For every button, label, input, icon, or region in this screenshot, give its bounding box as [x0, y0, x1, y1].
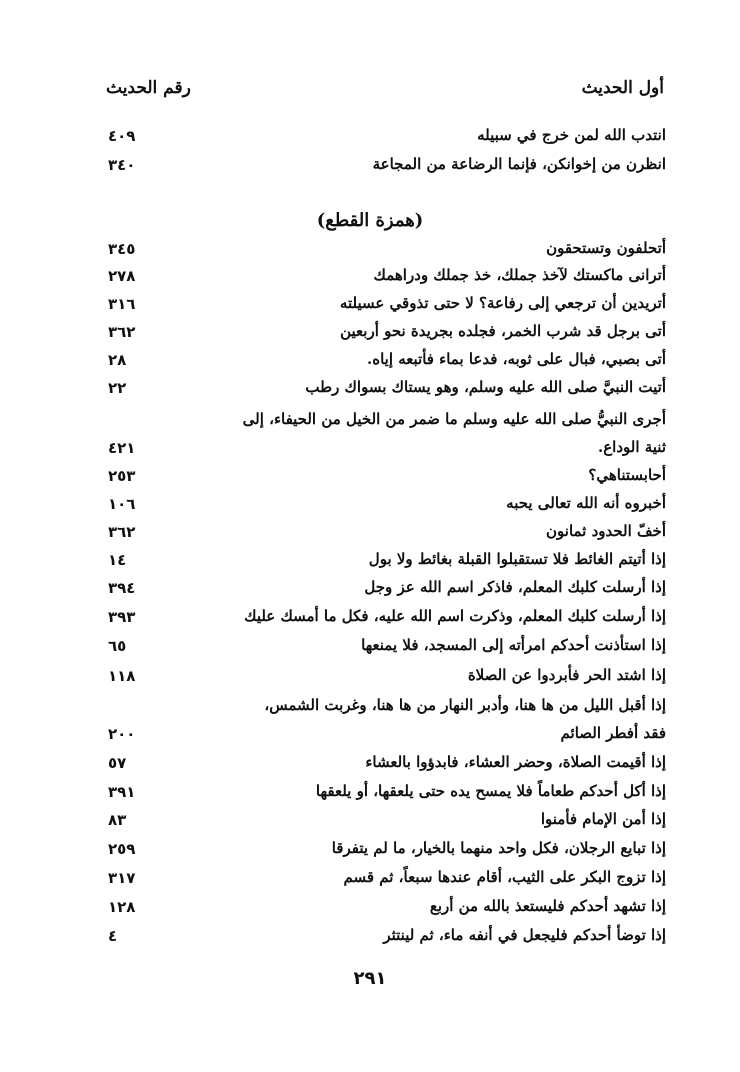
hadith-text: أتريدين أن ترجعي إلى رفاعة؟ لا حتى تذوقي عسيلته [339, 294, 666, 312]
index-row [100, 751, 666, 779]
hadith-text: إذا أقبل الليل من ها هنا، وأدبر النهار من ها هنا، وغربت الشمس، [264, 696, 666, 714]
index-row [100, 548, 666, 576]
hadith-text: أتحلفون وتستحقون [546, 239, 666, 257]
hadith-number: ٢٥٩ [108, 840, 136, 858]
index-row [100, 694, 666, 722]
hadith-text: أتى بصبي، فبال على ثوبه، فدعا بماء فأتبعه إياه. [367, 350, 666, 368]
index-row [100, 464, 666, 492]
hadith-number: ١٢٨ [108, 898, 136, 916]
hadith-number: ٣٦٢ [108, 523, 136, 541]
hadith-number: ٤٢١ [108, 439, 136, 457]
index-row [100, 436, 666, 464]
hadith-number: ٨٣ [108, 811, 127, 829]
hadith-number: ١٠٦ [108, 495, 136, 513]
hadith-number: ٢٠٠ [108, 725, 136, 743]
hadith-text: إذا تزوج البكر على الثيب، أقام عندها سبعاً، ثم قسم [343, 868, 666, 886]
hadith-number: ٢٧٨ [108, 267, 136, 285]
hadith-number: ٣١٧ [108, 869, 136, 887]
index-row [100, 153, 666, 181]
hadith-text: إذا توضأ أحدكم فليجعل في أنفه ماء، ثم لينتثر [383, 926, 666, 944]
hadith-text: فقد أفطر الصائم [560, 724, 666, 742]
hadith-text: أترانى ماكستك لآخذ جملك، خذ جملك ودراهمك [373, 266, 666, 284]
hadith-number: ١١٨ [108, 667, 136, 685]
hadith-number: ٢٨ [108, 351, 127, 369]
hadith-text: أتيت النبيَّ صلى الله عليه وسلم، وهو يستاك بسواك رطب [305, 378, 666, 396]
index-row [100, 605, 666, 633]
hadith-number: ٥٧ [108, 754, 127, 772]
hadith-text: إذا أرسلت كلبك المعلم، وذكرت اسم الله عليه، فكل ما أمسك عليك [244, 607, 666, 625]
hadith-number: ٢٢ [108, 379, 127, 397]
index-row [100, 895, 666, 923]
index-row [100, 924, 666, 952]
hadith-number: ٤٠٩ [108, 127, 136, 145]
hadith-number: ٤ [108, 927, 118, 945]
hadith-number: ٢٥٣ [108, 467, 136, 485]
hadith-text: أجرى النبيُّ صلى الله عليه وسلم ما ضمر من الخيل من الحيفاء، إلى [242, 410, 666, 428]
hadith-text: أخفّ الحدود ثمانون [546, 522, 666, 540]
hadith-text: إذا أمن الإمام فأمنوا [540, 810, 666, 828]
index-row [100, 124, 666, 152]
index-row [100, 837, 666, 865]
hadith-number: ٣٩٣ [108, 608, 136, 626]
hadith-number: ٣٦٢ [108, 323, 136, 341]
index-row [100, 634, 666, 662]
section-title: (همزة القطع) [316, 210, 424, 231]
hadith-text: أخبروه أنه الله تعالى يحبه [506, 494, 666, 512]
index-row [100, 492, 666, 520]
hadith-text: إذا تبايع الرجلان، فكل واحد منهما بالخيار، ما لم يتفرقا [331, 839, 666, 857]
index-row [100, 348, 666, 376]
header-first-of-hadith: أول الحديث [581, 78, 664, 98]
hadith-number: ٣٩١ [108, 783, 136, 801]
index-row [100, 780, 666, 808]
index-row [100, 264, 666, 292]
hadith-text: انظرن من إخوانكن، فإنما الرضاعة من المجاعة [372, 155, 666, 173]
index-row [100, 664, 666, 692]
hadith-number: ٦٥ [108, 637, 127, 655]
index-row [100, 376, 666, 404]
hadith-number: ٣١٦ [108, 295, 136, 313]
hadith-text: إذا أكل أحدكم طعاماً فلا يمسح يده حتى يلعقها، أو يلعقها [315, 782, 666, 800]
hadith-text: إذا اشتد الحر فأبردوا عن الصلاة [467, 666, 666, 684]
index-row [100, 722, 666, 750]
hadith-number: ٣٤٥ [108, 240, 136, 258]
hadith-text: إذا تشهد أحدكم فليستعذ بالله من أربع [429, 897, 666, 915]
hadith-number: ١٤ [108, 551, 127, 569]
hadith-text: إذا أتيتم الغائط فلا تستقبلوا القبلة بغائط ولا بول [368, 550, 666, 568]
hadith-text: انتدب الله لمن خرج في سبيله [477, 126, 666, 144]
hadith-text: أحابستناهي؟ [588, 466, 666, 484]
index-row [100, 237, 666, 265]
hadith-number: ٣٤٠ [108, 156, 136, 174]
header-hadith-number: رقم الحديث [106, 78, 191, 98]
hadith-text: إذا أقيمت الصلاة، وحضر العشاء، فابدؤوا بالعشاء [365, 753, 666, 771]
index-row [100, 292, 666, 320]
index-row [100, 520, 666, 548]
hadith-text: ثنية الوداع. [598, 438, 666, 456]
hadith-number: ٣٩٤ [108, 579, 136, 597]
index-row [100, 320, 666, 348]
index-row [100, 808, 666, 836]
index-row [100, 576, 666, 604]
hadith-text: إذا استأذنت أحدكم امرأته إلى المسجد، فلا يمنعها [361, 636, 666, 654]
index-row [100, 408, 666, 436]
hadith-text: أتى برجل قد شرب الخمر، فجلده بجريدة نحو أربعين [340, 322, 666, 340]
hadith-text: إذا أرسلت كلبك المعلم، فاذكر اسم الله عز وجل [364, 578, 666, 596]
index-row [100, 866, 666, 894]
page-number: ٢٩١ [353, 968, 387, 989]
